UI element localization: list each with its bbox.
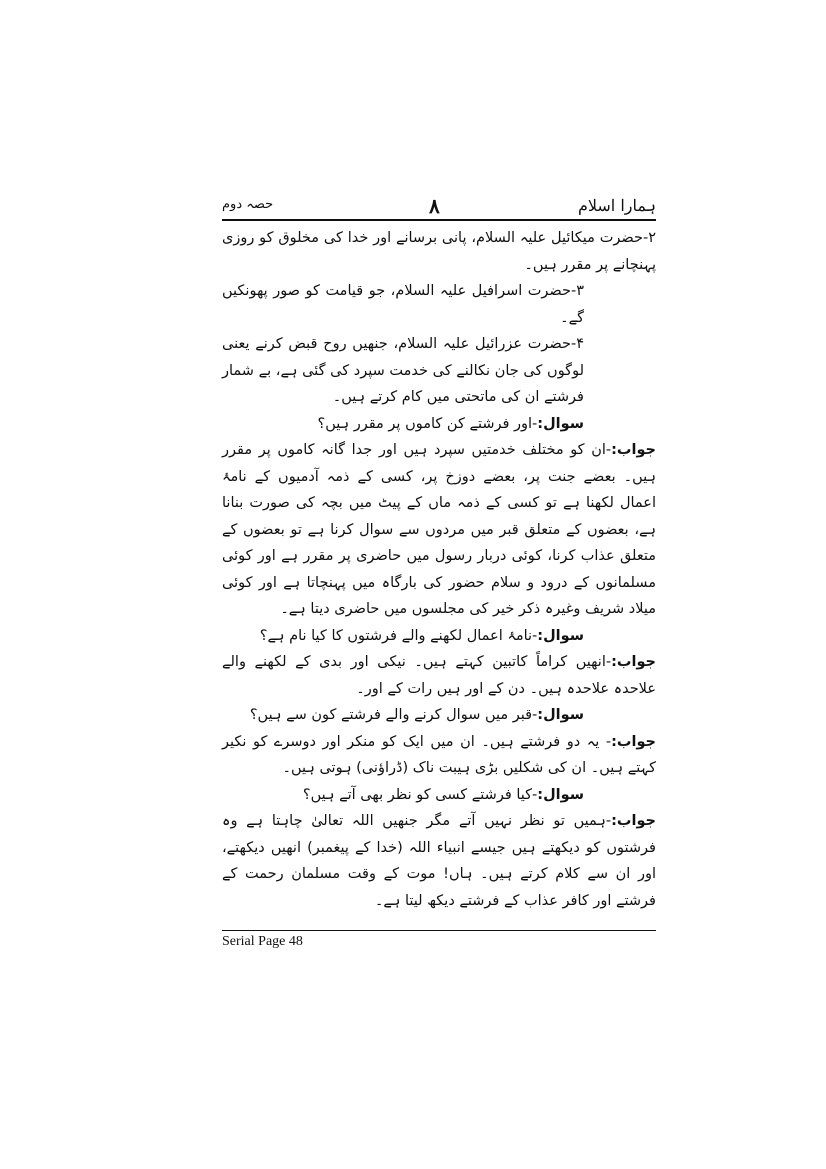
question-label: سوال: [537, 786, 584, 803]
answer-text: -ہمیں تو نظر نہیں آتے مگر جنھیں اللہ تعالیٰ چاہتا ہے وہ فرشتوں کو دیکھتے ہیں جیسے انبیاء اللہ (خدا کے پیغمبر) انھیں دیکھتے، اور ان سے کلام کرتے ہیں۔ ہاں! موت کے وقت مسلمان رحمت کے فرشتے اور کافر عذاب کے فرشتے دیکھ لیتا ہے۔ [222, 813, 656, 909]
answer-text: -انھیں کراماً کاتبین کہتے ہیں۔ نیکی اور بدی کے لکھنے والے علاحدہ علاحدہ ہیں۔ دن کے اور ہیں رات کے اور۔ [222, 654, 656, 697]
question-label: سوال: [537, 707, 584, 723]
answer-label: جواب: [611, 654, 656, 670]
answer [222, 808, 656, 914]
paragraph [222, 331, 656, 411]
answer-label: جواب: [611, 442, 656, 458]
running-header [222, 196, 656, 216]
question-text: -قبر میں سوال کرنے والے فرشتے کون سے ہیں؟ [249, 707, 538, 723]
paragraph-text: ۳-حضرت اسرافیل علیہ السلام، جو قیامت کو صور پھونکیں گے۔ [222, 283, 584, 326]
page-number: ۸ [429, 194, 440, 218]
part-label: حصہ دوم [222, 197, 274, 212]
answer-text: -ان کو مختلف خدمتیں سپرد ہیں اور جدا گانہ کاموں پر مقرر ہیں۔ بعضے جنت پر، بعضے دوزخ پر، کسی کے ذمہ آدمیوں کے نامۂ اعمال لکھنا ہے تو کسی کے ذمہ ماں کے پیٹ میں بچہ کی صورت بنانا ہے، بعضوں کے متعلق قبر میں مردوں سے سوال کرنا ہے تو بعضوں کے متعلق عذاب کرنا، کوئی دربار رسول میں حاضری پر مقرر ہے اور کوئی مسلمانوں کے درود و سلام حضور کی بارگاہ میں پہنچاتا ہے اور کوئی میلاد شریف وغیرہ ذکر خیر کی مجلسوں میں حاضری دیتا ہے۔ [222, 442, 656, 617]
header-rule [222, 219, 656, 221]
paragraph [222, 225, 656, 278]
question-text: -نامۂ اعمال لکھنے والے فرشتوں کا کیا نام ہے؟ [259, 627, 538, 644]
answer [222, 729, 656, 782]
answer [222, 437, 656, 623]
paragraph-text: ۲-حضرت میکائیل علیہ السلام، پانی برسانے اور خدا کی مخلوق کو روزی پہنچانے پر مقرر ہیں۔ [222, 230, 656, 273]
question-label: سوال: [537, 627, 584, 644]
question-text: -کیا فرشتے کسی کو نظر بھی آتے ہیں؟ [302, 786, 538, 803]
question [222, 623, 656, 650]
footer-rule [222, 930, 656, 931]
answer-text: - یہ دو فرشتے ہیں۔ ان میں ایک کو منکر اور دوسرے کو نکیر کہتے ہیں۔ ان کی شکلیں بڑی ہیبت ناک (ڈراؤنی) ہوتی ہیں۔ [222, 733, 656, 776]
question [222, 411, 656, 438]
book-title: ہمارا اسلام [577, 196, 656, 215]
question [222, 702, 656, 729]
answer-label: جواب: [611, 733, 656, 750]
question-label: سوال: [537, 415, 584, 432]
question [222, 782, 656, 809]
answer [222, 649, 656, 702]
paragraph [222, 278, 656, 331]
answer-label: جواب: [611, 813, 656, 829]
page-body [222, 225, 656, 914]
serial-page-footer: Serial Page 48 [222, 934, 303, 949]
paragraph-text: ۴-حضرت عزرائیل علیہ السلام، جنھیں روح قبض کرنے یعنی لوگوں کی جان نکالنے کی خدمت سپرد کی گئی ہے، بے شمار فرشتے ان کی ماتحتی میں کام کرتے ہیں۔ [222, 336, 584, 405]
question-text: -اور فرشتے کن کاموں پر مقرر ہیں؟ [317, 415, 538, 432]
